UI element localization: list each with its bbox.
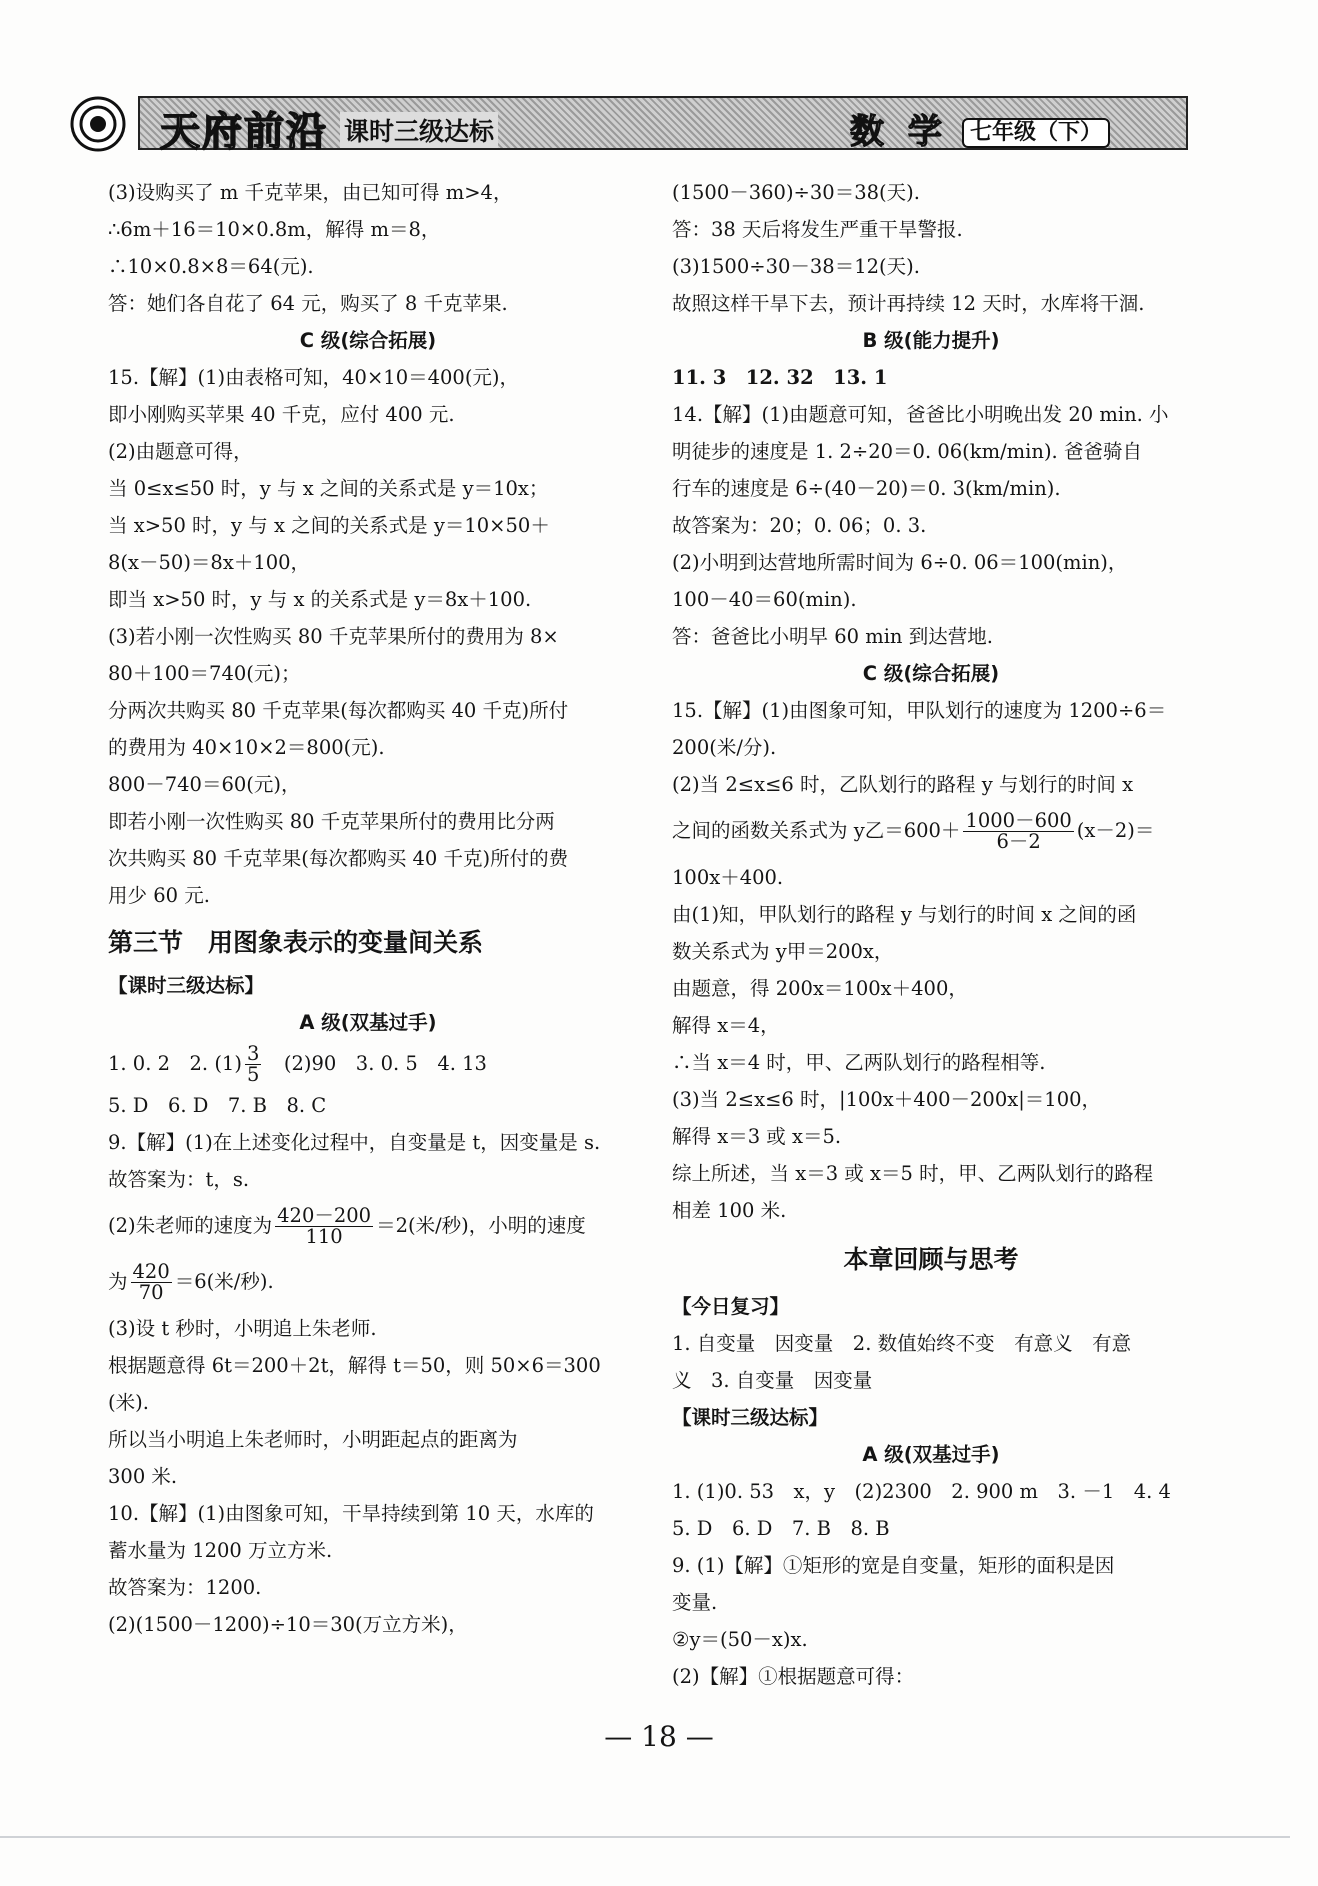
text-line: 相差 100 米.: [672, 1199, 787, 1222]
text-line: 义 3. 自变量 因变量: [672, 1369, 873, 1392]
text-line: (3)1500÷30－38＝12(天).: [672, 255, 920, 278]
text-line: (2)由题意可得，: [108, 440, 253, 463]
answer-line: [108, 1041, 628, 1087]
text-line: 行车的速度是 6÷(40－20)＝0. 3(km/min).: [672, 477, 1061, 500]
text-line: ∴6m＋16＝10×0.8m，解得 m＝8，: [108, 218, 441, 241]
fraction-numerator: 420: [132, 1260, 170, 1283]
text-line: 9.【解】(1)在上述变化过程中，自变量是 t，因变量是 s.: [108, 1131, 601, 1154]
right-column: [672, 174, 1190, 1695]
text-span: (x－2)＝: [1076, 819, 1155, 842]
text-line: 数关系式为 y甲＝200x，: [672, 940, 894, 963]
text-line: 15.【解】(1)由表格可知，40×10＝400(元)，: [108, 366, 520, 389]
text-line: [672, 803, 1190, 859]
text-line: 变量.: [672, 1591, 718, 1614]
text-span: 为: [108, 1270, 128, 1293]
text-line: (2)(1500－1200)÷10＝30(万立方米)，: [108, 1613, 468, 1636]
section-bracket-heading: 【课时三级达标】: [108, 974, 265, 997]
text-line: 15.【解】(1)由图象可知，甲队划行的速度为 1200÷6＝: [672, 699, 1167, 722]
text-line: 根据题意得 6t＝200＋2t，解得 t＝50，则 50×6＝300: [108, 1354, 601, 1377]
text-line: 综上所述，当 x＝3 或 x＝5 时，甲、乙两队划行的路程: [672, 1162, 1154, 1185]
text-line: (2)小明到达营地所需时间为 6÷0. 06＝100(min)，: [672, 551, 1128, 574]
answer-line: 5. D 6. D 7. B 8. C: [108, 1094, 327, 1117]
fraction-denominator: 110: [305, 1225, 343, 1248]
text-line: (3)设 t 秒时，小明追上朱老师.: [108, 1317, 377, 1340]
text-line: 解得 x＝4，: [672, 1014, 780, 1037]
text-line: 即小刚购买苹果 40 千克，应付 400 元.: [108, 403, 455, 426]
fraction: [275, 1206, 373, 1247]
text-line: 答：爸爸比小明早 60 min 到达营地.: [672, 625, 993, 648]
fraction: [131, 1262, 172, 1303]
answer-line: 5. D 6. D 7. B 8. B: [672, 1517, 890, 1540]
text-line: 用少 60 元.: [108, 884, 210, 907]
text-line: 200(米/分).: [672, 736, 777, 759]
level-heading: C 级(综合拓展): [299, 329, 437, 352]
text-line: 8(x－50)＝8x＋100，: [108, 551, 311, 574]
left-column: [108, 174, 628, 1643]
brand-title: 天府前沿: [160, 109, 328, 155]
fraction-denominator: 6－2: [996, 830, 1041, 853]
text-line: 9. (1)【解】①矩形的宽是自变量，矩形的面积是因: [672, 1554, 1115, 1577]
text-line: 故答案为：t，s.: [108, 1168, 250, 1191]
text-line: [108, 1198, 628, 1254]
text-line: [108, 1254, 628, 1310]
text-span: ＝2(米/秒)，小明的速度: [376, 1214, 586, 1237]
text-line: 所以当小明追上朱老师时，小明距起点的距离为: [108, 1428, 518, 1451]
text-line: 分两次共购买 80 千克苹果(每次都购买 40 千克)所付: [108, 699, 569, 722]
text-line: ∴当 x＝4 时，甲、乙两队划行的路程相等.: [672, 1051, 1046, 1074]
fraction-numerator: 420－200: [277, 1204, 372, 1227]
text-line: (3)若小刚一次性购买 80 千克苹果所付的费用为 8×: [108, 625, 559, 648]
text-line: (2)当 2≤x≤6 时，乙队划行的路程 y 与划行的时间 x: [672, 773, 1134, 796]
text-line: ②y＝(50－x)x.: [672, 1628, 808, 1651]
text-line: (米).: [108, 1391, 149, 1414]
text-line: 14.【解】(1)由题意可知，爸爸比小明晚出发 20 min. 小: [672, 403, 1169, 426]
target-logo-icon: [70, 96, 126, 152]
text-line: 100－40＝60(min).: [672, 588, 857, 611]
text-line: 故答案为：1200.: [108, 1576, 262, 1599]
fraction-denominator: 5: [246, 1063, 260, 1086]
text-line: 明徒步的速度是 1. 2÷20＝0. 06(km/min). 爸爸骑自: [672, 440, 1142, 463]
section-bracket-heading: 【课时三级达标】: [672, 1406, 829, 1429]
text-line: ∴10×0.8×8＝64(元).: [108, 255, 314, 278]
text-line: (3)设购买了 m 千克苹果，由已知可得 m>4，: [108, 181, 513, 204]
fraction-numerator: 1000－600: [965, 809, 1072, 832]
grade-badge: 七年级（下）: [962, 118, 1110, 148]
text-span: 之间的函数关系式为 y乙＝600＋: [672, 819, 961, 842]
answer-line: 1. (1)0. 53 x，y (2)2300 2. 900 m 3. －1 4. 4: [672, 1480, 1171, 1503]
page-number: — 18 —: [604, 1720, 714, 1753]
section-title: 第三节 用图象表示的变量间关系: [108, 928, 484, 957]
text-line: 答：38 天后将发生严重干旱警报.: [672, 218, 963, 241]
answer-text: (2)90 3. 0. 5 4. 13: [264, 1052, 487, 1075]
text-line: 答：她们各自花了 64 元，购买了 8 千克苹果.: [108, 292, 508, 315]
text-line: 由题意，得 200x＝100x＋400，: [672, 977, 968, 1000]
answer-text: 1. 0. 2 2. (1): [108, 1052, 242, 1075]
fraction: [963, 811, 1073, 852]
text-line: 的费用为 40×10×2＝800(元).: [108, 736, 385, 759]
text-line: 当 0≤x≤50 时，y 与 x 之间的关系式是 y＝10x；: [108, 477, 549, 500]
level-heading: A 级(双基过手): [299, 1011, 437, 1034]
text-line: 故照这样干旱下去，预计再持续 12 天时，水库将干涸.: [672, 292, 1145, 315]
text-line: 即若小刚一次性购买 80 千克苹果所付的费用比分两: [108, 810, 555, 833]
text-line: 由(1)知，甲队划行的路程 y 与划行的时间 x 之间的函: [672, 903, 1137, 926]
text-line: 800－740＝60(元)，: [108, 773, 301, 796]
text-line: 次共购买 80 千克苹果(每次都购买 40 千克)所付的费: [108, 847, 569, 870]
text-line: (1500－360)÷30＝38(天).: [672, 181, 920, 204]
series-title: 课时三级达标: [340, 112, 498, 148]
text-line: 故答案为：20；0. 06；0. 3.: [672, 514, 927, 537]
text-line: (3)当 2≤x≤6 时，|100x＋400－200x|＝100，: [672, 1088, 1102, 1111]
today-review-heading: 【今日复习】: [672, 1295, 790, 1318]
text-line: 10.【解】(1)由图象可知，干旱持续到第 10 天，水库的: [108, 1502, 594, 1525]
subject-title: 数 学: [850, 112, 948, 152]
review-title: 本章回顾与思考: [843, 1245, 1019, 1274]
level-heading: C 级(综合拓展): [862, 662, 1000, 685]
fraction-numerator: 3: [246, 1042, 260, 1065]
text-span: ＝6(米/秒).: [174, 1270, 274, 1293]
level-heading: B 级(能力提升): [862, 329, 1000, 352]
fraction: [245, 1044, 261, 1085]
level-heading: A 级(双基过手): [862, 1443, 1000, 1466]
answer-line: 11. 3 12. 32 13. 1: [672, 366, 888, 389]
text-line: 1. 自变量 因变量 2. 数值始终不变 有意义 有意: [672, 1332, 1132, 1355]
text-line: 蓄水量为 1200 万立方米.: [108, 1539, 333, 1562]
text-line: 当 x>50 时，y 与 x 之间的关系式是 y＝10×50＋: [108, 514, 550, 537]
text-line: 解得 x＝3 或 x＝5.: [672, 1125, 842, 1148]
text-line: (2)【解】①根据题意可得：: [672, 1665, 915, 1688]
text-line: 即当 x>50 时，y 与 x 的关系式是 y＝8x＋100.: [108, 588, 532, 611]
text-line: 80＋100＝740(元)；: [108, 662, 301, 685]
fraction-denominator: 70: [138, 1281, 164, 1304]
page-edge-divider: [0, 1836, 1290, 1838]
text-line: 300 米.: [108, 1465, 178, 1488]
text-span: (2)朱老师的速度为: [108, 1214, 273, 1237]
text-line: 100x＋400.: [672, 866, 784, 889]
